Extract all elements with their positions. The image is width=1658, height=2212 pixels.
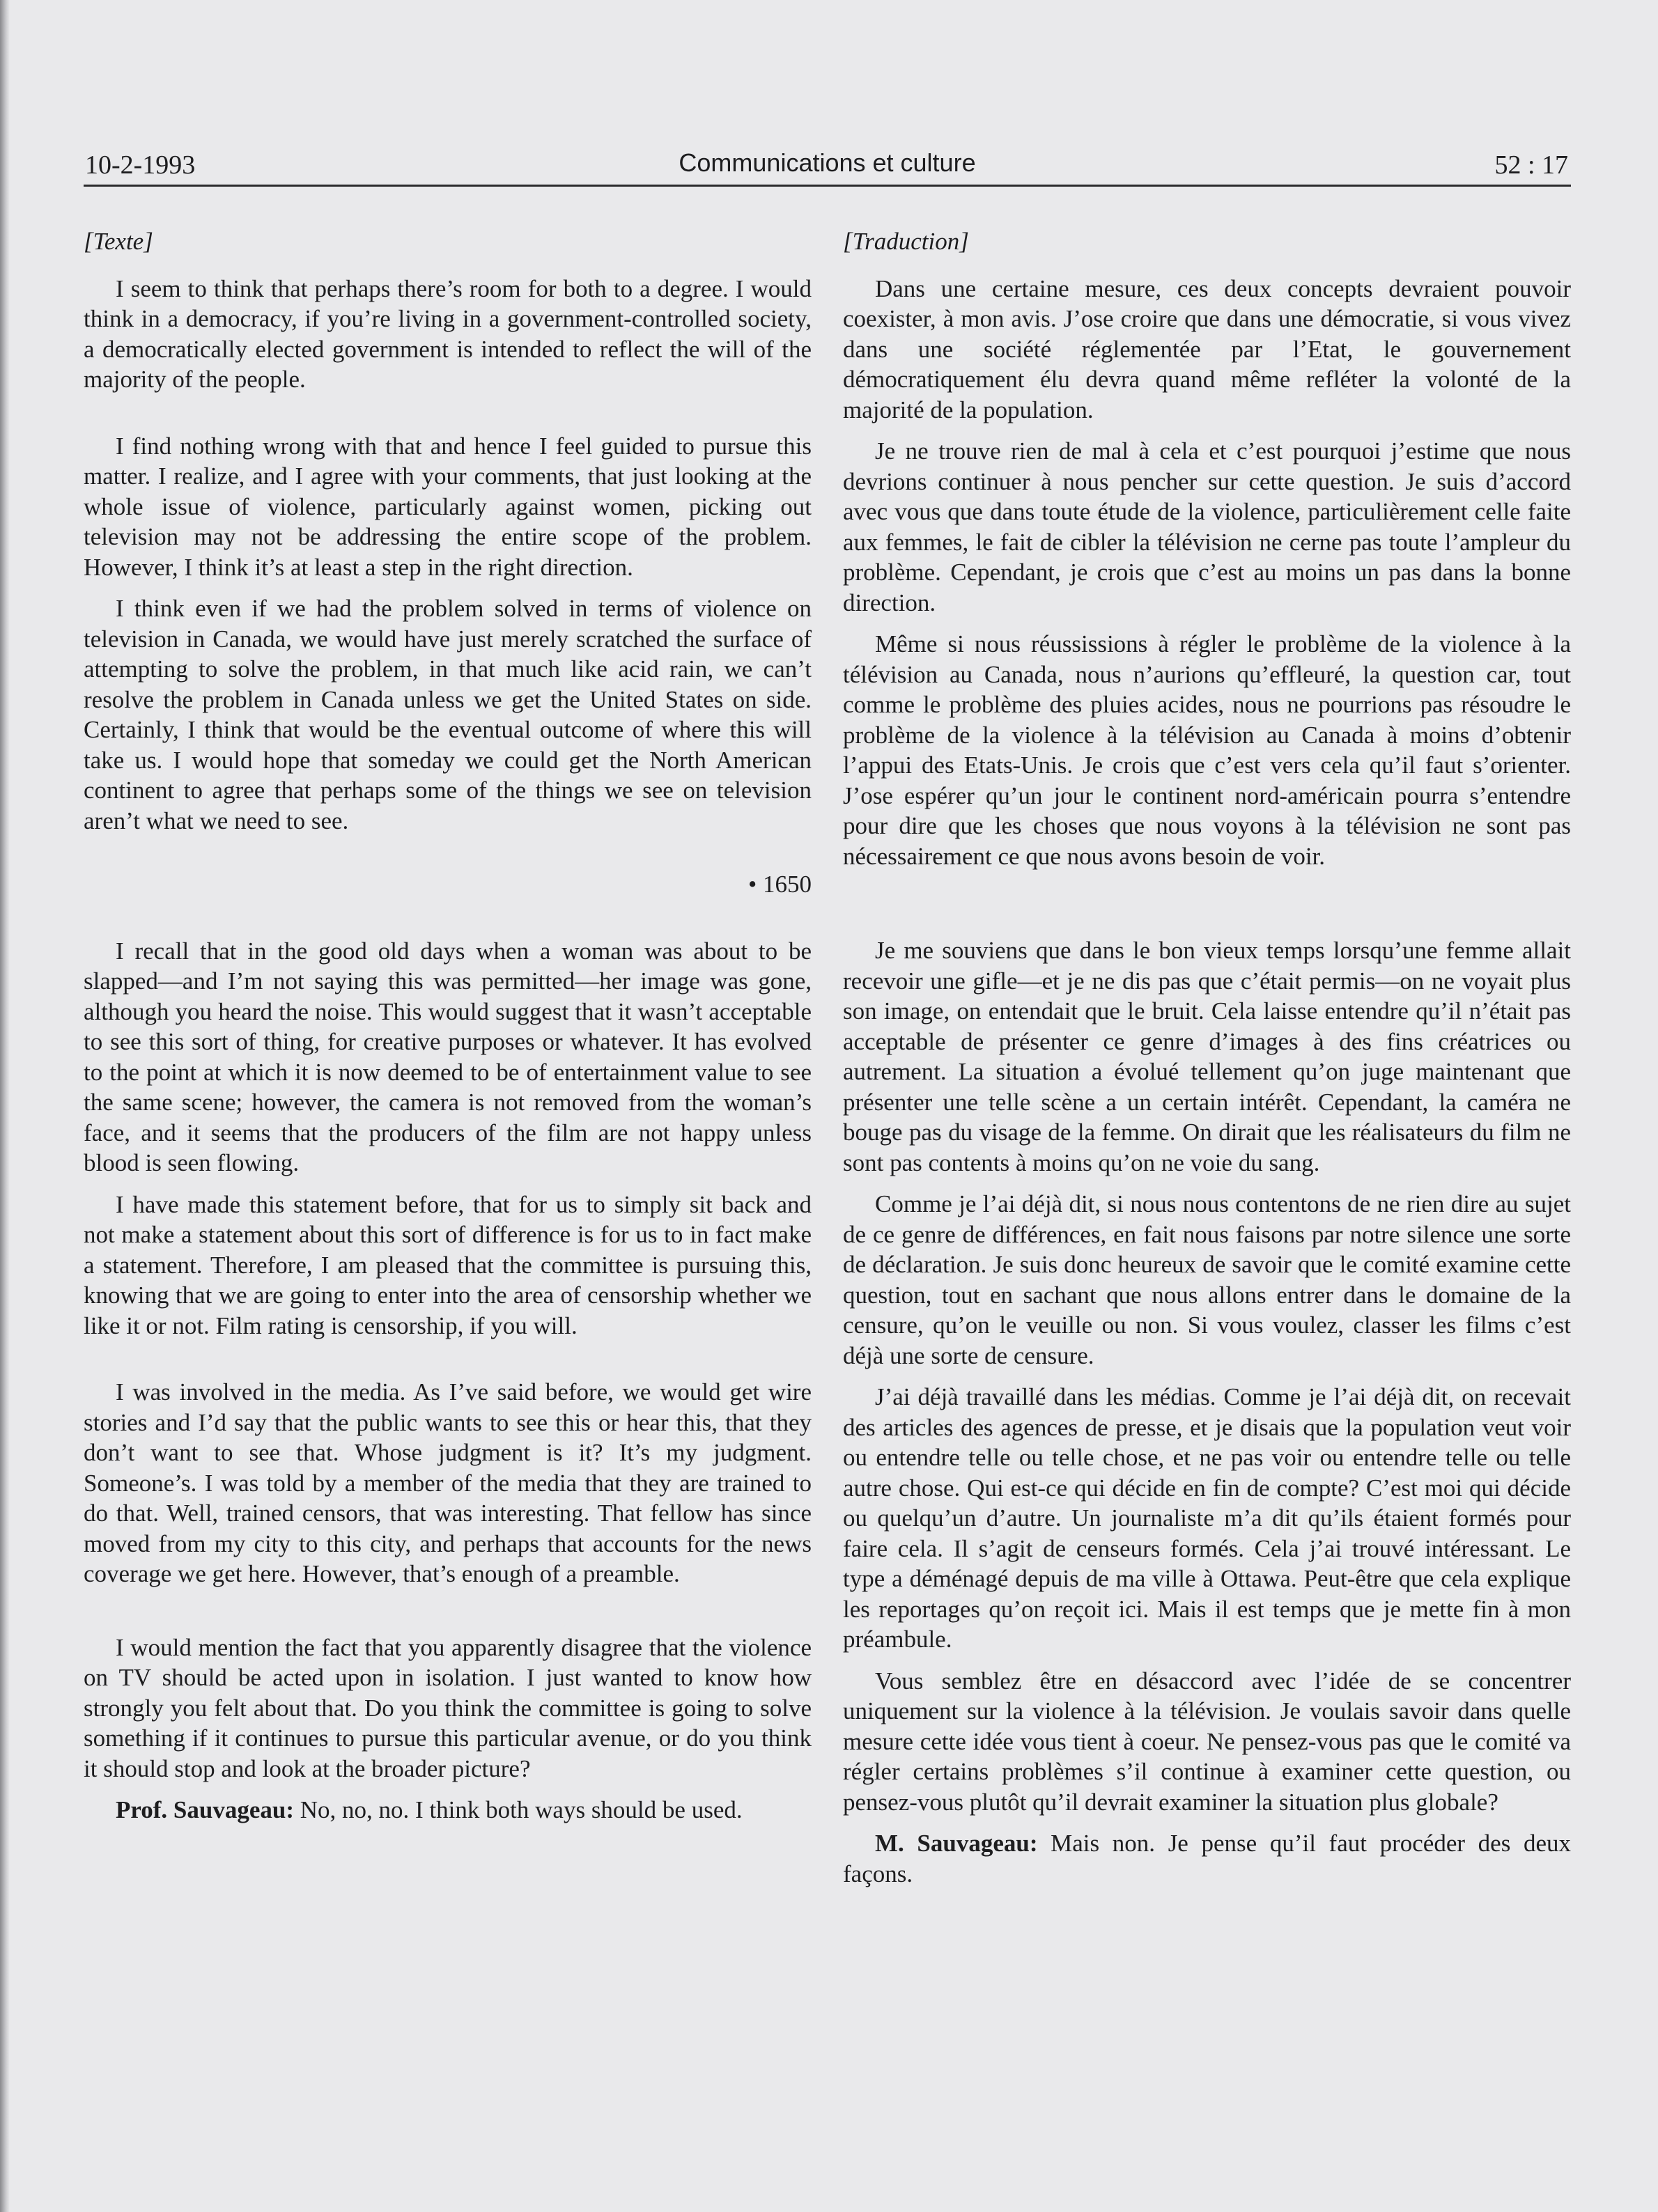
paragraph: Comme je l’ai déjà dit, si nous nous contentons de ne rien dire au sujet de ce genre de différences, en fait nous faisons par notre silence une sorte de déclaration. Je suis donc heureux de savoir que le comité examine cette question, tout en sachant que nous allons entrer dans le domaine de la censure, qu’on le veuille ou non. Si vous voulez, classer les films c’est déjà une sorte de censure. — [843, 1190, 1571, 1369]
paragraph: I have made this statement before, that for us to simply sit back and not make a statement about this sort of difference is for us to in fact make a statement. Therefore, I am pleased that the committee is pursuing this, knowing that we are going to enter into the area of censorship whether we like it or not. Film rating is censorship, if you will. — [84, 1190, 812, 1339]
paragraph: Je me souviens que dans le bon vieux temps lorsqu’une femme allait recevoir une gifle—et je ne dis pas que c’était permis—on ne voyait plus son image, on entendait que le bruit. Cela laisse entendre qu’il n’était pas acceptable de présenter ce genre d’images à des fins créatrices ou autrement. La situation a évolué tellement qu’on juge maintenant que présenter une telle scène a un certain intérêt. Cependant, la caméra ne bouge pas du visage de la femme. On dirait que les réalisateurs du film ne sont pas contents à moins qu’on ne voie du sang. — [843, 937, 1571, 1176]
paragraph: Je ne trouve rien de mal à cela et c’est pourquoi j’estime que nous devrions continuer à nous pencher sur cette question. Je suis d’accord avec vous que dans toute étude de la violence, particulièrement celle faite aux femmes, le fait de cibler la télévision ne cerne pas toute l’ampleur du problème. Cependant, je crois que c’est au moins un pas dans la bonne direction. — [843, 437, 1571, 616]
speaker-text: No, no, no. I think both ways should be used. — [294, 1796, 743, 1823]
paragraph: J’ai déjà travaillé dans les médias. Comme je l’ai déjà dit, on recevait des articles des agences de presse, et je disais que la population veut voir ou entendre telle ou telle chose, et ne pas voir ou entendre telle ou telle autre chose. Qui est-ce qui décide en fin de compte? C’est moi qui décide ou quelqu’un d’autre. Un journaliste m’a dit qu’ils étaient formés pour faire cela. Il s’agit de censeurs formés. Cela j’ai trouvé intéressant. Le type a déménagé depuis de ma ville à Ottawa. Peut-être que cela explique les reportages qu’on reçoit ici. Mais il est temps que je mette fin à mon préambule. — [843, 1383, 1571, 1653]
paragraph: Vous semblez être en désaccord avec l’idée de se concentrer uniquement sur la violence à la télévision. Je voulais savoir dans quelle mesure cette idée vous tient à coeur. Ne pensez-vous pas que le comité va régler certains problèmes s’il continue à examiner cette question, ou pensez-vous plutôt qu’il devrait examiner la situation plus globale? — [843, 1667, 1571, 1816]
paragraph: I recall that in the good old days when a woman was about to be slapped—and I’m not saying this was permitted—her image was gone, although you heard the noise. This would suggest that it wasn’t acceptable to see this sort of thing, for creative purposes or whatever. It has evolved to the point at which it is now deemed to be of entertainment value to see the same scene; however, the camera is not removed from the woman’s face, and it seems that the producers of the film are not happy unless blood is seen flowing. — [84, 937, 812, 1176]
speaker-paragraph — [843, 1828, 1571, 1889]
speaker-paragraph — [84, 1795, 812, 1825]
french-column — [843, 226, 1571, 1889]
header-date: 10-2-1993 — [85, 150, 196, 180]
paragraph: I think even if we had the problem solved in terms of violence on television in Canada, we would have just merely scratched the surface of attempting to solve the problem, in that much like acid rain, we can’t resolve the problem in Canada unless we get the United States on side. Certainly, I think that would be the eventual outcome of where this will take us. I would hope that someday we could get the North American continent to agree that perhaps some of the things we see on television aren’t what we need to see. — [84, 595, 812, 834]
column-label-traduction: [Traduction] — [843, 228, 969, 255]
header-page-number: 52 : 17 — [1494, 150, 1568, 180]
paragraph: I seem to think that perhaps there’s room for both to a degree. I would think in a democracy, if you’re living in a government-controlled society, a democratically elected government is intended to reflect the will of the majority of the people. — [84, 274, 812, 393]
header-title: Communications et culture — [679, 148, 976, 177]
paragraph: Même si nous réussissions à régler le problème de la violence à la télévision au Canada, nous n’aurions qu’effleuré, la question car, tout comme le problème des pluies acides, nous ne pourrions pas résoudre le problème de la violence à la télévision au Canada à moins d’obtenir l’appui des Etats-Unis. Je crois que c’est vers cela qu’il faut s’orienter. J’ose espérer qu’un jour le continent nord-américain pourra s’entendre pour dire que les choses que nous voyons à la télévision ne sont pas nécessairement ce que nous avons besoin de voir. — [843, 630, 1571, 870]
column-label-texte: [Texte] — [84, 228, 153, 255]
paragraph: I would mention the fact that you apparently disagree that the violence on TV should be acted upon in isolation. I just wanted to know how strongly you felt about that. Do you think the committee is going to solve something if it continues to pursue this particular avenue, or do you think it should stop and look at the broader picture? — [84, 1633, 812, 1782]
speaker-name: Prof. Sauvageau: — [116, 1796, 295, 1823]
english-column — [84, 226, 812, 1825]
paragraph: Dans une certaine mesure, ces deux concepts devraient pouvoir coexister, à mon avis. J’ose croire que dans une démocratie, si vous vivez dans une société réglementée par l’Etat, le gouvernement démocratiquement élu devra quand même refléter la volonté de la majorité de la population. — [843, 274, 1571, 423]
speaker-text: Mais non. Je pense qu’il faut procéder des deux façons. — [843, 1830, 1571, 1887]
page-header — [84, 143, 1571, 187]
paragraph: I was involved in the media. As I’ve said before, we would get wire stories and I’d say that the public wants to see this or hear this, that they don’t want to see that. Whose judgment is it? It’s my judgment. Someone’s. I was told by a member of the media that they are trained to do that. Well, trained censors, that was interesting. That fellow has since moved from my city to this city, and perhaps that accounts for the news coverage we get here. However, that’s enough of a preamble. — [84, 1378, 812, 1587]
paragraph: I find nothing wrong with that and hence I feel guided to pursue this matter. I realize, and I agree with your comments, that just looking at the whole issue of violence, particularly against women, picking out television may not be addressing the entire scope of the problem. However, I think it’s at least a step in the right direction. — [84, 432, 812, 581]
time-marker: • 1650 — [747, 871, 812, 898]
speaker-name: M. Sauvageau: — [875, 1830, 1038, 1857]
page-binding-shadow — [0, 0, 10, 2212]
